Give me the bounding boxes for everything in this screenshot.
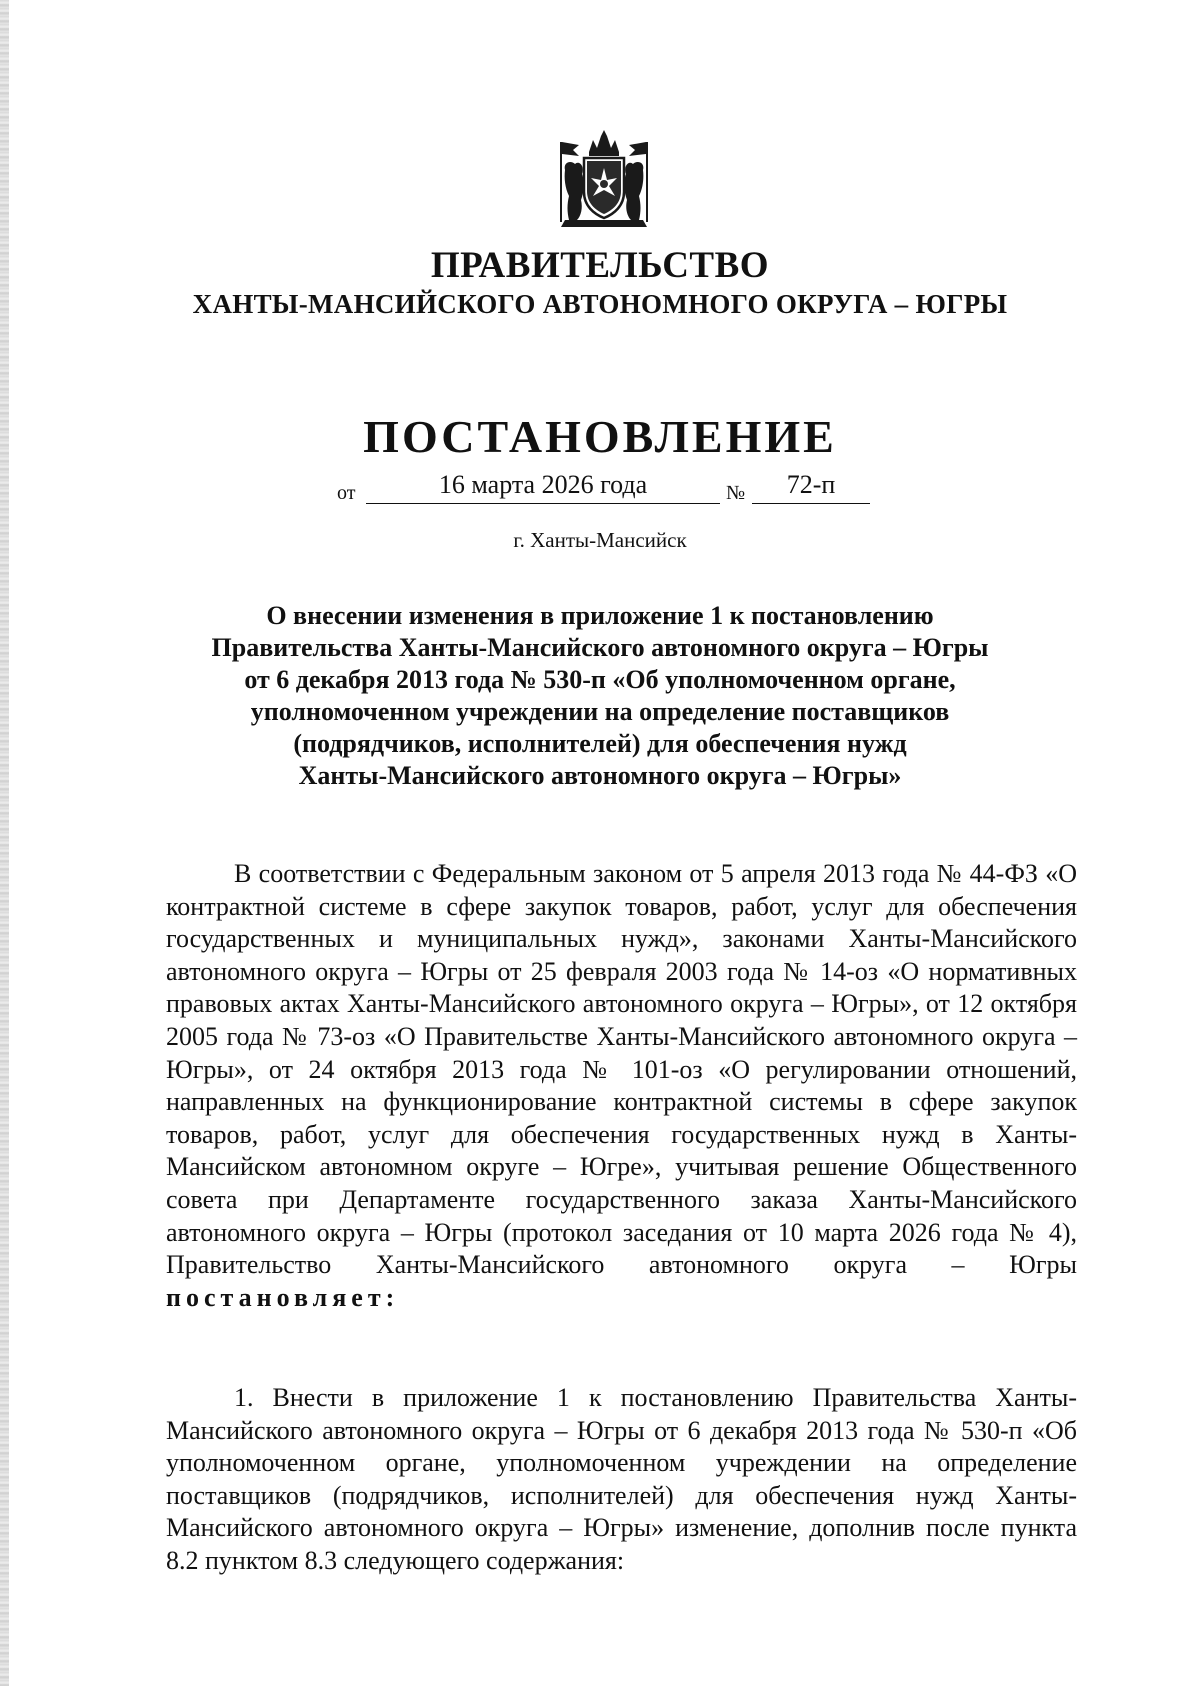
item-1-paragraph xyxy=(166,1382,1077,1578)
date-number-row xyxy=(0,470,1200,510)
city: г. Ханты-Мансийск xyxy=(513,528,687,552)
document-type: ПОСТАНОВЛЕНИЕ xyxy=(363,411,837,462)
subject-line: Ханты-Мансийского автономного округа – Югры» xyxy=(298,761,902,790)
resolves-word: постановляет: xyxy=(166,1282,400,1312)
document-date: 16 марта 2026 года xyxy=(366,470,720,504)
subject-line: от 6 декабря 2013 года № 530-п «Об уполномоченном органе, xyxy=(244,665,956,694)
document-subject xyxy=(0,600,1200,792)
date-prefix: от xyxy=(337,482,356,504)
government-title: ПРАВИТЕЛЬСТВО xyxy=(430,245,770,286)
subject-line: О внесении изменения в приложение 1 к постановлению xyxy=(266,601,934,630)
subject-line: уполномоченном учреждении на определение поставщиков xyxy=(250,697,950,726)
coat-of-arms-emblem xyxy=(551,130,657,230)
government-subtitle: ХАНТЫ-МАНСИЙСКОГО АВТОНОМНОГО ОКРУГА – ЮГРЫ xyxy=(192,289,1008,319)
item-1-text: 1. Внести в приложение 1 к постановлению Правительства Ханты-Мансийского автономного округа – Югры от 6 декабря 2013 года № 530-п «Об уполномоченном органе, уполномоченном учреждении на определение поставщиков (подрядчиков, исполнителей) для обеспечения нужд Ханты-Мансийского автономного округа – Югры» изменение, дополнив после пункта 8.2 пунктом 8.3 следующего содержания: xyxy=(166,1383,1077,1575)
preamble-text: В соответствии с Федеральным законом от 5 апреля 2013 года № 44-ФЗ «О контрактной системе в сфере закупок товаров, работ, услуг для обеспечения государственных и муниципальных нужд», законами Ханты-Мансийского автономного округа – Югры от 25 февраля 2003 года № 14-оз «О нормативных правовых актах Ханты-Мансийского автономного округа – Югры», от 12 октября 2005 года № 73-оз «О Правительстве Ханты-Мансийского автономного округа – Югры», от 24 октября 2013 года № 101-оз «О регулировании отношений, направленных на функционирование контрактной системы в сфере закупок товаров, работ, услуг для обеспечения государственных нужд в Ханты-Мансийском автономном округе – Югре», учитывая решение Общественного совета при Департаменте государственного заказа Ханты-Мансийского автономного округа – Югры (протокол заседания от 10 марта 2026 года № 4), Правительство Ханты-Мансийского автономного округа – Югры xyxy=(166,859,1077,1280)
subject-line: Правительства Ханты-Мансийского автономного округа – Югры xyxy=(211,633,989,662)
document-number: 72-п xyxy=(752,470,870,504)
subject-line: (подрядчиков, исполнителей) для обеспечения нужд xyxy=(293,729,907,758)
preamble-paragraph xyxy=(166,858,1077,1314)
number-prefix: № xyxy=(726,482,746,504)
